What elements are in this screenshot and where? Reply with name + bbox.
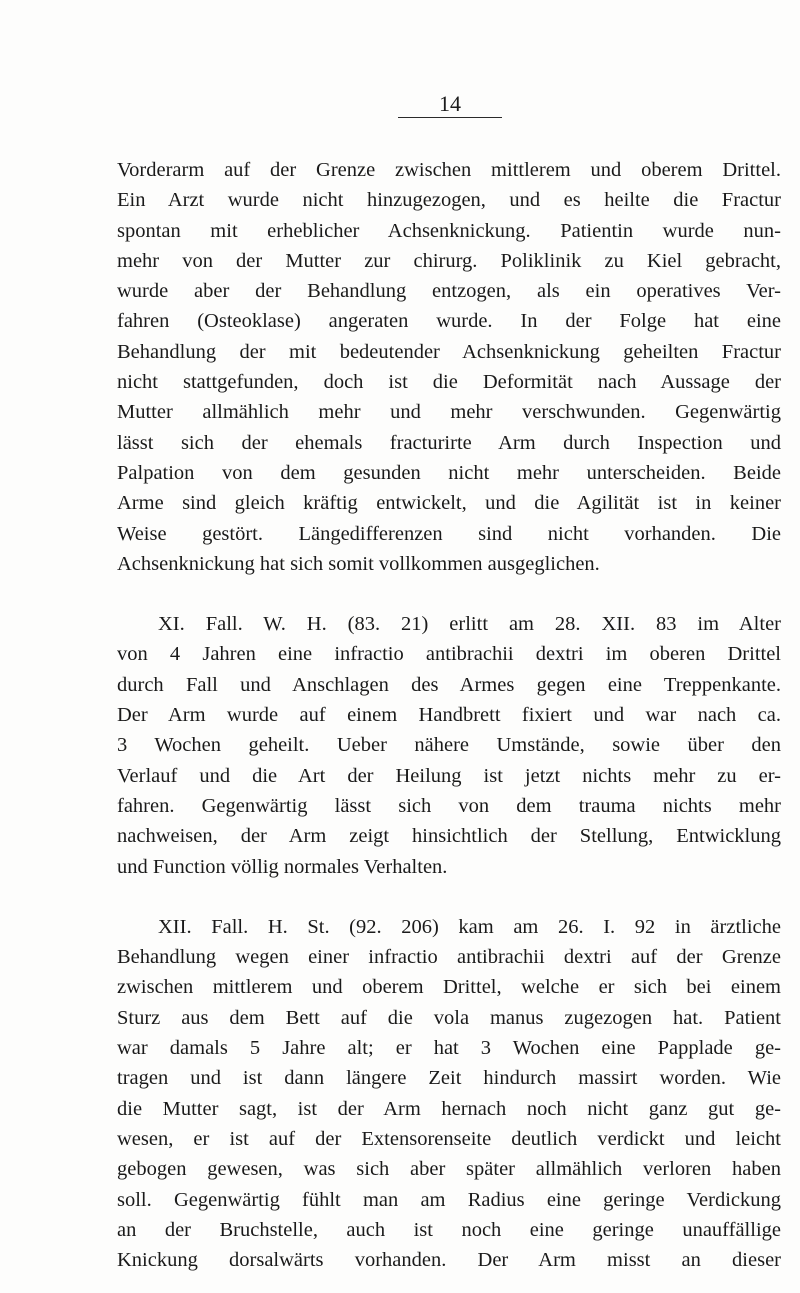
text-line: zwischen mittlerem und oberem Drittel, welche er sich bei einem [117,976,781,999]
body-text [117,155,781,1275]
text-line: mehr von der Mutter zur chirurg. Poliklinik zu Kiel gebracht, [117,249,781,272]
text-line: Behandlung wegen einer infractio antibrachii dextri auf der Grenze [117,946,781,969]
text-line: Knickung dorsalwärts vorhanden. Der Arm misst an dieser [117,1249,781,1272]
text-line: nachweisen, der Arm zeigt hinsichtlich der Stellung, Entwicklung [117,825,781,848]
text-line: XI. Fall. W. H. (83. 21) erlitt am 28. XII. 83 im Alter [158,613,781,636]
text-line: und Function völlig normales Verhalten. [117,855,448,878]
paragraph-2 [117,609,781,882]
text-line: Vorderarm auf der Grenze zwischen mittlerem und oberem Drittel. [117,159,781,181]
text-line: Mutter allmählich mehr und mehr verschwunden. Gegenwärtig [117,401,781,424]
paragraph-gap [117,882,781,912]
text-line: nicht stattgefunden, doch ist die Deformität nach Aussage der [117,371,781,394]
text-line: von 4 Jahren eine infractio antibrachii dextri im oberen Drittel [117,643,781,666]
text-line: Behandlung der mit bedeutender Achsenknickung geheilten Fractur [117,340,781,363]
text-line: fahren. Gegenwärtig lässt sich von dem trauma nichts mehr [117,794,781,817]
text-line: gebogen gewesen, was sich aber später allmählich verloren haben [117,1158,781,1181]
page-number: 14 [398,92,502,118]
text-line: soll. Gegenwärtig fühlt man am Radius eine geringe Verdickung [117,1188,781,1211]
text-line: wesen, er ist auf der Extensorenseite deutlich verdickt und leicht [117,1127,781,1150]
paragraph-3 [117,912,781,1276]
text-line: durch Fall und Anschlagen des Armes gegen eine Treppenkante. [117,673,781,696]
text-line: lässt sich der ehemals fracturirte Arm durch Inspection und [117,431,781,454]
text-line: Achsenknickung hat sich somit vollkommen ausgeglichen. [117,552,600,575]
text-line: fahren (Osteoklase) angeraten wurde. In der Folge hat eine [117,310,781,333]
text-line: Sturz aus dem Bett auf die vola manus zugezogen hat. Patient [117,1006,781,1029]
text-line: Verlauf und die Art der Heilung ist jetzt nichts mehr zu er- [117,764,781,787]
text-line: 3 Wochen geheilt. Ueber nähere Umstände, sowie über den [117,734,781,757]
paragraph-1 [117,155,781,579]
text-line: war damals 5 Jahre alt; er hat 3 Wochen eine Papplade ge- [117,1037,781,1060]
text-line: tragen und ist dann längere Zeit hindurch massirt worden. Wie [117,1067,781,1090]
text-line: spontan mit erheblicher Achsenknickung. Patientin wurde nun- [117,219,781,242]
paragraph-gap [117,579,781,609]
text-line: Arme sind gleich kräftig entwickelt, und die Agilität ist in keiner [117,492,781,515]
text-line: die Mutter sagt, ist der Arm hernach noch nicht ganz gut ge- [117,1097,781,1120]
text-line: Der Arm wurde auf einem Handbrett fixiert und war nach ca. [117,704,781,727]
text-line: XII. Fall. H. St. (92. 206) kam am 26. I. 92 in ärztliche [158,915,781,938]
text-line: wurde aber der Behandlung entzogen, als ein operatives Ver- [117,280,781,303]
text-line: Palpation von dem gesunden nicht mehr unterscheiden. Beide [117,461,781,484]
text-line: an der Bruchstelle, auch ist noch eine geringe unauffällige [117,1218,781,1241]
text-line: Weise gestört. Längedifferenzen sind nicht vorhanden. Die [117,522,781,545]
text-line: Ein Arzt wurde nicht hinzugezogen, und es heilte die Fractur [117,189,781,212]
